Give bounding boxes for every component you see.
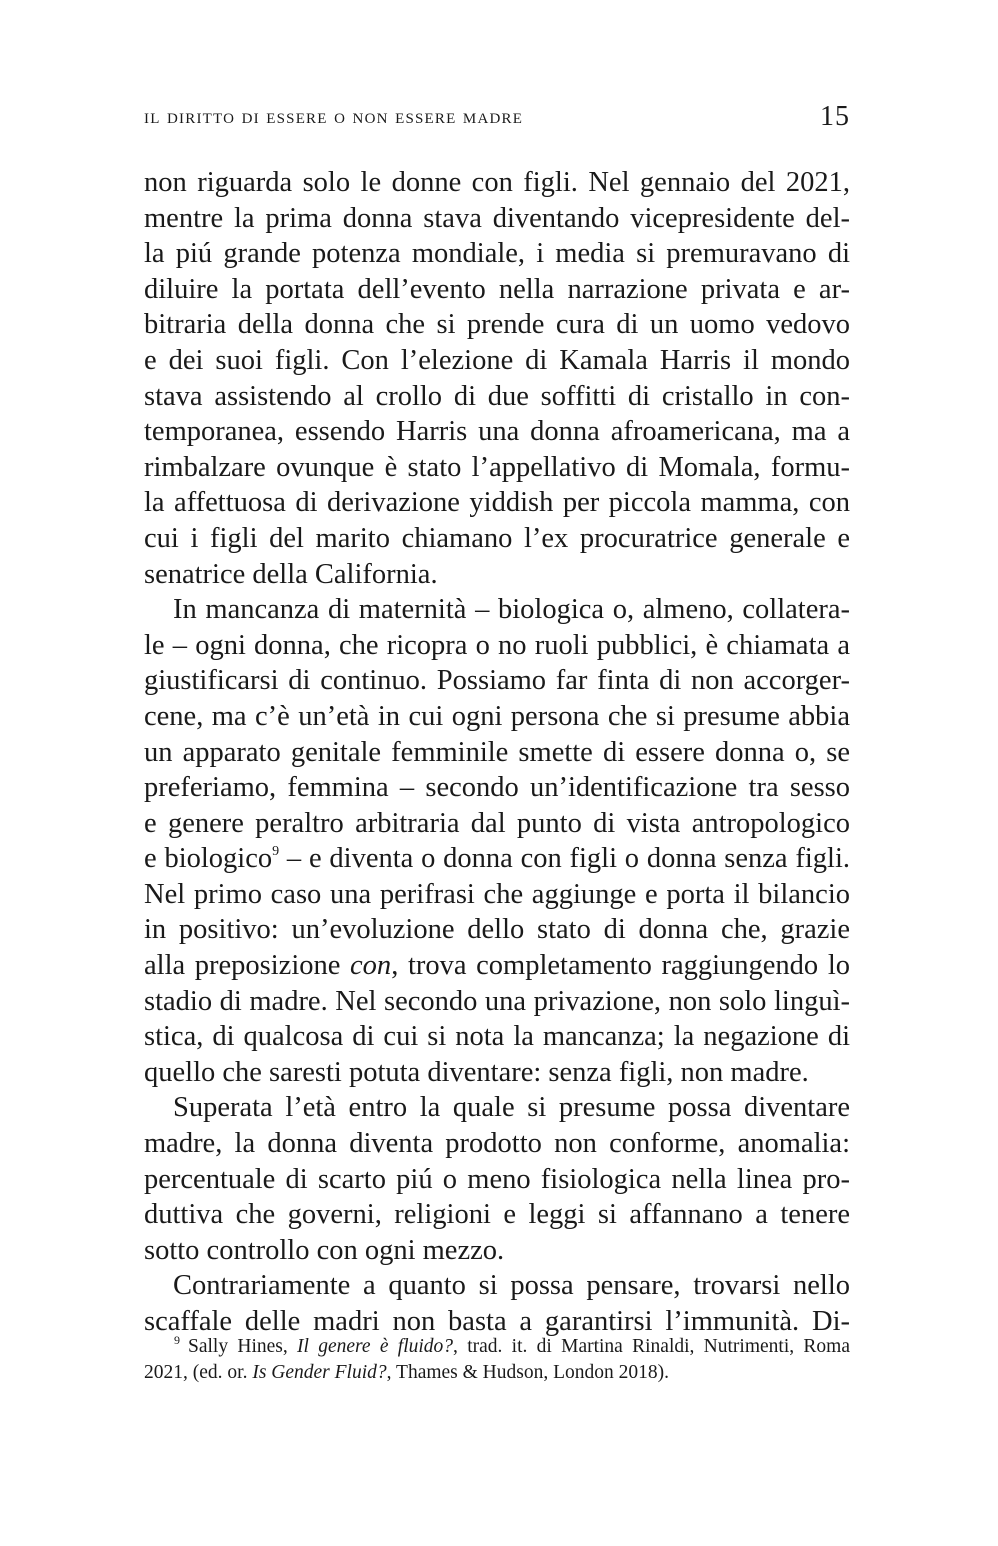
text-line: Contrariamente a quanto si possa pensare, trovarsi nello [173, 1270, 850, 1302]
text-line: temporanea, essendo Harris una donna afroamericana, ma a [144, 416, 850, 448]
text-line: stica, di qualcosa di cui si nota la mancanza; la negazione di [144, 1021, 850, 1053]
text-line: la piú grande potenza mondiale, i media si premuravano di [144, 238, 850, 270]
text-line: stava assistendo al crollo di due soffitti di cristallo in con- [144, 380, 850, 412]
text-line: quello che saresti potuta diventare: senza figli, non madre. [144, 1056, 809, 1088]
text-line: Nel primo caso una perifrasi che aggiunge e porta il bilancio [144, 878, 850, 910]
body-text [144, 165, 850, 1340]
text-fragment: e biologico [144, 843, 273, 875]
book-title: Is Gender Fluid? [252, 1362, 387, 1383]
text-line: Superata l’età entro la quale si presume possa diventare [173, 1092, 850, 1124]
page-header [144, 100, 850, 140]
footnote-reference[interactable]: 9 [272, 844, 280, 860]
footnote-number: 9 [174, 1333, 180, 1347]
text-line: in positivo: un’evoluzione dello stato di donna che, grazie [144, 914, 850, 946]
italic-word: con [350, 950, 392, 982]
text-line: madre, la donna diventa prodotto non conforme, anomalia: [144, 1128, 850, 1160]
text-line: giustificarsi di continuo. Possiamo far finta di non accorger- [144, 665, 850, 697]
page-number: 15 [820, 101, 850, 132]
text-line: un apparato genitale femminile smette di essere donna o, se [144, 736, 850, 768]
text-fragment: alla preposizione [144, 950, 351, 982]
text-line: duttiva che governi, religioni e leggi si affannano a tenere [144, 1199, 850, 1231]
text-fragment: 2021, (ed. or. [144, 1362, 253, 1383]
text-line: stadio di madre. Nel secondo una privazione, non solo linguì- [144, 985, 850, 1017]
text-line: senatrice della California. [144, 558, 438, 590]
text-line: non riguarda solo le donne con figli. Nel gennaio del 2021, [144, 167, 850, 198]
footnote-line [144, 1334, 850, 1360]
text-line: bitraria della donna che si prende cura di un uomo vedovo [144, 309, 850, 341]
footnote-line [144, 1360, 850, 1386]
book-title: Il genere è fluido? [297, 1336, 454, 1357]
text-line [144, 948, 850, 984]
text-fragment: Sally Hines, [188, 1336, 298, 1357]
text-fragment: – e diventa o donna con figli o donna senza figli. [279, 843, 851, 875]
text-line: la affettuosa di derivazione yiddish per piccola mamma, con [144, 487, 850, 519]
text-line: cui i figli del marito chiamano l’ex procuratrice generale e [144, 522, 850, 554]
text-line: In mancanza di maternità – biologica o, almeno, collatera- [173, 594, 850, 626]
text-line: sotto controllo con ogni mezzo. [144, 1234, 505, 1266]
text-line: scaffale delle madri non basta a garantirsi l’immunità. Di- [144, 1306, 850, 1337]
text-line: e dei suoi figli. Con l’elezione di Kamala Harris il mondo [144, 344, 850, 376]
text-line: mentre la prima donna stava diventando vicepresidente del- [144, 202, 850, 234]
text-fragment: , trad. it. di Martina Rinaldi, Nutrimenti, Roma [453, 1336, 850, 1357]
text-line [144, 841, 850, 877]
text-line: percentuale di scarto piú o meno fisiologica nella linea pro- [144, 1163, 850, 1195]
footnote [144, 1334, 850, 1386]
text-line: diluire la portata dell’evento nella narrazione privata e ar- [144, 273, 850, 305]
text-line: cene, ma c’è un’età in cui ogni persona che si presume abbia [144, 700, 850, 732]
text-line: preferiamo, femmina – secondo un’identificazione tra sesso [144, 772, 850, 804]
text-line: e genere peraltro arbitraria dal punto di vista antropologico [144, 807, 850, 839]
text-line: rimbalzare ovunque è stato l’appellativo di Momala, formu- [144, 451, 850, 483]
text-fragment: , Thames & Hudson, London 2018). [386, 1362, 670, 1383]
text-fragment: , trova completamento raggiungendo lo [391, 950, 850, 982]
text-line: le – ogni donna, che ricopra o no ruoli pubblici, è chiamata a [144, 629, 850, 661]
running-title: il diritto di essere o non essere madre [144, 104, 524, 128]
